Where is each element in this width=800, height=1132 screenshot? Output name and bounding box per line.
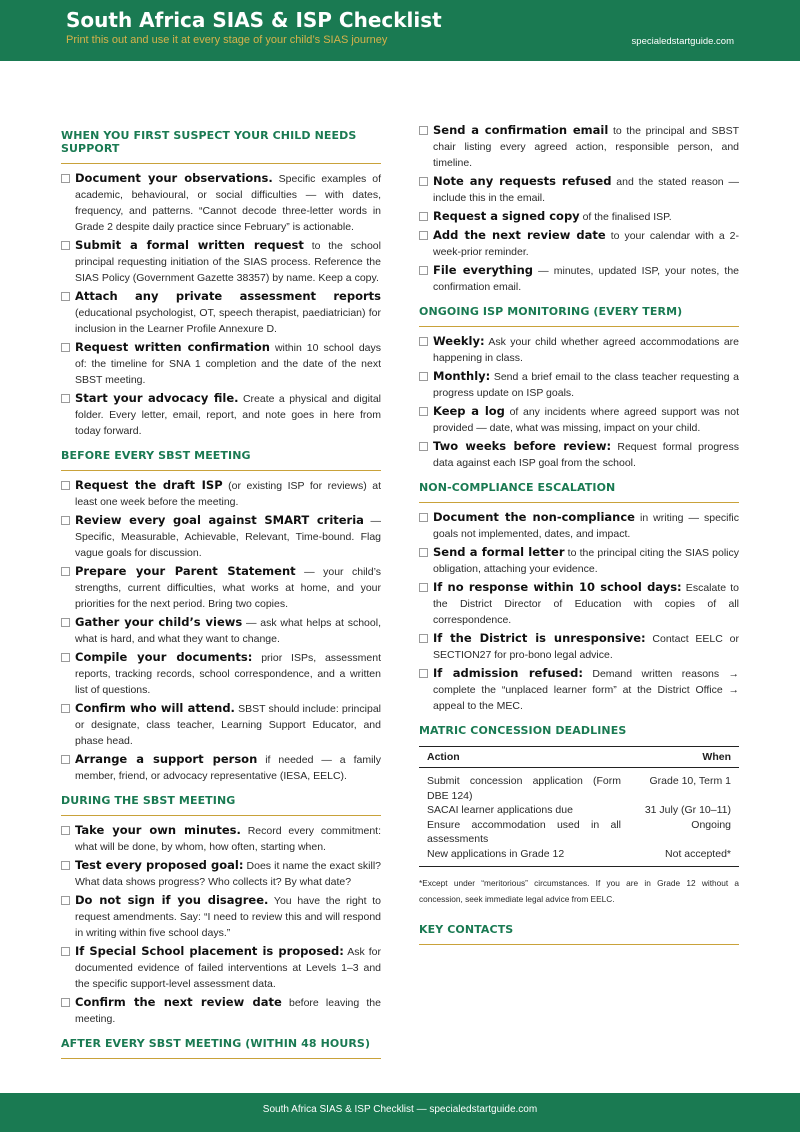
checklist-item-lead: Compile your documents: — [75, 650, 253, 664]
checklist-item — [419, 262, 739, 295]
checklist-item-lead: Add the next review date — [433, 228, 606, 242]
checkbox[interactable] — [419, 177, 428, 186]
table-row — [419, 847, 739, 867]
checkbox[interactable] — [61, 947, 70, 956]
checkbox[interactable] — [419, 634, 428, 643]
checklist-item — [61, 649, 381, 698]
checklist-item-lead: Do not sign if you disagree. — [75, 893, 269, 907]
checklist-item — [419, 122, 739, 171]
checklist-item-text: Specific examples of academic, behavioural, or social difficulties — with dates, frequency, and patterns. “Cannot decode three-letter words in Grade 2 despite daily practice since February” is actionable. — [75, 173, 381, 233]
checklist-item-text: Escalate to the District Director of Education with copies of all correspondence. — [433, 582, 739, 626]
checklist-item-text: (educational psychologist, OT, speech therapist, paediatrician) for inclusion in the Learner Profile Annexure D. — [75, 307, 381, 335]
header-site-link[interactable]: specialedstartguide.com — [631, 36, 734, 47]
checklist-item-text: Does it name the exact skill? What data shows progress? Who collects it? By what date? — [75, 860, 381, 888]
checklist-item — [419, 438, 739, 471]
checklist-item-lead: Confirm who will attend. — [75, 701, 235, 715]
checklist-item-text: — Specific, Measurable, Achievable, Relevant, Time-bound. Flag vague goals for discussion. — [75, 515, 381, 559]
matric-table — [419, 746, 739, 867]
table-row — [419, 803, 739, 818]
checklist-noncompliance — [419, 509, 739, 714]
checklist-item-lead: Review every goal against SMART criteria — [75, 513, 364, 527]
footer-text: South Africa SIAS & ISP Checklist — specialedstartguide.com — [262, 1104, 538, 1115]
checklist-item-text: of the finalised ISP. — [579, 211, 672, 223]
matric-cell-action: Ensure accommodation used in all assessments — [427, 818, 621, 845]
table-row — [419, 818, 739, 847]
checklist-item-lead: Keep a log — [433, 404, 505, 418]
section-title-after: AFTER EVERY SBST MEETING (WITHIN 48 HOURS) — [61, 1027, 381, 1059]
checklist-item — [61, 857, 381, 890]
checkbox[interactable] — [419, 266, 428, 275]
checklist-item-text: before leaving the meeting. — [75, 997, 381, 1025]
page-title: South Africa SIAS & ISP Checklist — [66, 8, 442, 32]
checklist-item — [419, 544, 739, 577]
checklist-item-lead: Test every proposed goal: — [75, 858, 244, 872]
checklist-item-lead: Arrange a support person — [75, 752, 258, 766]
checkbox[interactable] — [61, 343, 70, 352]
checklist-item-text: and the stated reason — include this in the email. — [433, 176, 739, 204]
checklist-item-lead: Attach any private assessment reports — [75, 289, 381, 303]
checklist-suspect — [61, 170, 381, 439]
checklist-item-text: prior ISPs, assessment reports, tracking records, school correspondence, and a written list of questions. — [75, 652, 381, 696]
checklist-item — [61, 563, 381, 612]
checkbox[interactable] — [61, 516, 70, 525]
section-title-ongoing: ONGOING ISP MONITORING (EVERY TERM) — [419, 295, 739, 327]
checklist-item-lead: Send a confirmation email — [433, 123, 609, 137]
checkbox[interactable] — [61, 755, 70, 764]
checklist-item — [61, 700, 381, 749]
checklist-item-lead: Two weeks before review: — [433, 439, 612, 453]
checklist-item — [61, 390, 381, 439]
checkbox[interactable] — [61, 618, 70, 627]
checklist-item-text: — ask what helps at school, what is hard, and what they want to change. — [75, 617, 381, 645]
checklist-item-lead: Request a signed copy — [433, 209, 580, 223]
checkbox[interactable] — [419, 212, 428, 221]
checklist-item-lead: Document the non-compliance — [433, 510, 635, 524]
checklist-item-text: to the principal and SBST chair listing every agreed action, responsible person, and timeline. — [433, 125, 739, 169]
checklist-item — [419, 227, 739, 260]
matric-footnote: *Except under “meritorious” circumstances. If you are in Grade 12 without a concession, seek immediate legal advice from EELC. — [419, 878, 739, 904]
checklist-item-lead: Start your advocacy file. — [75, 391, 239, 405]
checklist-item-lead: If no response within 10 school days: — [433, 580, 682, 594]
section-title-suspect: WHEN YOU FIRST SUSPECT YOUR CHILD NEEDS SUPPORT — [61, 120, 381, 164]
checklist-item — [61, 892, 381, 941]
checkbox[interactable] — [61, 174, 70, 183]
checklist-item — [61, 339, 381, 388]
checkbox[interactable] — [61, 704, 70, 713]
checkbox[interactable] — [61, 826, 70, 835]
checklist-item-text: within 10 school days of: the timeline for SNA 1 completion and the date of the next SBST meeting. — [75, 342, 381, 386]
section-title-matric: MATRIC CONCESSION DEADLINES — [419, 724, 627, 737]
checklist-item-lead: Submit a formal written request — [75, 238, 304, 252]
checkbox[interactable] — [419, 548, 428, 557]
checklist-during — [61, 822, 381, 1027]
checklist-item-text: SBST should include: principal or designate, class teacher, Learning Support Educator, and phase head. — [75, 703, 381, 747]
checklist-item — [61, 512, 381, 561]
matric-header-when: When — [629, 747, 739, 768]
checklist-item-lead: Request written confirmation — [75, 340, 270, 354]
checklist-item — [61, 170, 381, 235]
checkbox[interactable] — [61, 481, 70, 490]
checkbox[interactable] — [61, 998, 70, 1007]
checklist-item-text: — your child’s strengths, current difficulties, what works at home, and your priorities for the next period. Bring two copies. — [75, 566, 382, 610]
matric-table-header — [419, 747, 739, 768]
matric-cell-action: Submit concession application (Form DBE 124) — [427, 775, 621, 802]
checklist-item — [419, 208, 739, 225]
checklist-item-text: to the principal citing the SIAS policy obligation, attaching your evidence. — [433, 547, 739, 575]
checklist-item-text: Request formal progress data against each ISP goal from the school. — [433, 441, 739, 469]
right-column — [419, 120, 739, 951]
checklist-item-lead: Weekly: — [433, 334, 485, 348]
checkbox[interactable] — [419, 669, 428, 678]
matric-cell-when: Ongoing — [691, 818, 731, 831]
checkbox[interactable] — [61, 241, 70, 250]
checkbox[interactable] — [419, 407, 428, 416]
checklist-item-text: Contact EELC or SECTION27 for pro-bono legal advice. — [433, 633, 739, 661]
checklist-item-lead: File everything — [433, 263, 534, 277]
checklist-item-text: of any incidents where agreed support was not provided — date, what was missing, impact on your child. — [433, 406, 739, 434]
checklist-item-text: (or existing ISP for reviews) at least one week before the meeting. — [75, 480, 381, 508]
checklist-item-text: Ask your child whether agreed accommodations are happening in class. — [433, 336, 739, 364]
checkbox[interactable] — [419, 231, 428, 240]
checklist-item-text: — minutes, updated ISP, your notes, the confirmation email. — [433, 265, 740, 293]
page-header — [0, 0, 800, 61]
checklist-item — [419, 509, 739, 542]
checklist-item-text: Create a physical and digital folder. Every letter, email, report, and note goes in here from today forward. — [75, 393, 381, 437]
section-title-contacts: KEY CONTACTS — [419, 913, 739, 945]
matric-cell-when: Not accepted* — [629, 847, 739, 867]
checklist-item-lead: If admission refused: — [433, 666, 583, 680]
checklist-item-lead: Monthly: — [433, 369, 491, 383]
page-footer — [0, 1093, 800, 1132]
checklist-item-text: to the school principal requesting initiation of the SIAS process. Reference the SIAS Policy (Government Gazette 38357) by name. Keep a copy. — [75, 240, 381, 284]
checklist-item-text: Ask for documented evidence of failed interventions at Levels 1–3 and the specific support-level assessment data. — [75, 946, 381, 990]
checklist-item-lead: Send a formal letter — [433, 545, 565, 559]
checklist-item — [61, 288, 381, 337]
checklist-item — [419, 368, 739, 401]
checklist-item-lead: Document your observations. — [75, 171, 273, 185]
checklist-item-text: in writing — specific goals not implemented, dates, and impact. — [433, 512, 739, 540]
checklist-item — [61, 477, 381, 510]
checklist-item — [419, 630, 739, 663]
checklist-item — [61, 614, 381, 647]
checklist-item-lead: Take your own minutes. — [75, 823, 241, 837]
checklist-item — [419, 579, 739, 628]
checkbox[interactable] — [61, 653, 70, 662]
checkbox[interactable] — [61, 861, 70, 870]
checklist-item — [61, 994, 381, 1027]
checklist-item-lead: If the District is unresponsive: — [433, 631, 646, 645]
checklist-item-text: Send a brief email to the class teacher requesting a progress update on ISP goals. — [433, 371, 739, 399]
checklist-item-text: You have the right to request amendments. Say: “I need to review this and will respond in writing within five school days.” — [75, 895, 381, 939]
matric-cell-when: 31 July (Gr 10–11) — [644, 804, 731, 816]
checklist-item-text: to your calendar with a 2-week-prior reminder. — [433, 230, 740, 258]
checklist-item-lead: Prepare your Parent Statement — [75, 564, 296, 578]
checklist-item — [61, 751, 381, 784]
checklist-item-lead: If Special School placement is proposed: — [75, 944, 344, 958]
checklist-item — [419, 333, 739, 366]
page-subtitle: Print this out and use it at every stage of your child’s SIAS journey — [66, 34, 388, 46]
checklist-before — [61, 477, 381, 784]
checklist-item-lead: Note any requests refused — [433, 174, 612, 188]
checklist-item-text: Demand written reasons → complete the “unplaced learner form” at the District Office → appeal to the MEC. — [433, 668, 740, 712]
left-column — [61, 120, 381, 1065]
section-title-during: DURING THE SBST MEETING — [61, 784, 381, 816]
checklist-item-lead: Confirm the next review date — [75, 995, 282, 1009]
matric-cell-action: SACAI learner applications due — [427, 804, 573, 816]
checklist-item — [419, 665, 739, 714]
checklist-after — [419, 122, 739, 295]
checklist-item-text: if needed — a family member, friend, or advocacy representative (IESA, EELC). — [75, 754, 381, 782]
table-row — [419, 768, 739, 804]
checkbox[interactable] — [61, 567, 70, 576]
checkbox[interactable] — [61, 292, 70, 301]
checkbox[interactable] — [419, 583, 428, 592]
matric-header-action: Action — [419, 747, 629, 768]
checkbox[interactable] — [419, 337, 428, 346]
checkbox[interactable] — [61, 394, 70, 403]
checklist-item — [61, 237, 381, 286]
checklist-item — [419, 403, 739, 436]
checkbox[interactable] — [419, 513, 428, 522]
checkbox[interactable] — [419, 442, 428, 451]
checkbox[interactable] — [419, 372, 428, 381]
matric-cell-when: Grade 10, Term 1 — [649, 775, 731, 787]
checklist-ongoing — [419, 333, 739, 471]
checklist-item-text: Record every commitment: what will be done, by whom, how often, starting when. — [75, 825, 381, 853]
checklist-item-lead: Request the draft ISP — [75, 478, 223, 492]
checkbox[interactable] — [61, 896, 70, 905]
checklist-item — [419, 173, 739, 206]
checklist-item-lead: Gather your child’s views — [75, 615, 243, 629]
section-title-before: BEFORE EVERY SBST MEETING — [61, 439, 381, 471]
matric-cell-action: New applications in Grade 12 — [419, 847, 629, 867]
checkbox[interactable] — [419, 126, 428, 135]
section-title-noncompliance: NON-COMPLIANCE ESCALATION — [419, 471, 739, 503]
checklist-item — [61, 822, 381, 855]
checklist-item — [61, 943, 381, 992]
